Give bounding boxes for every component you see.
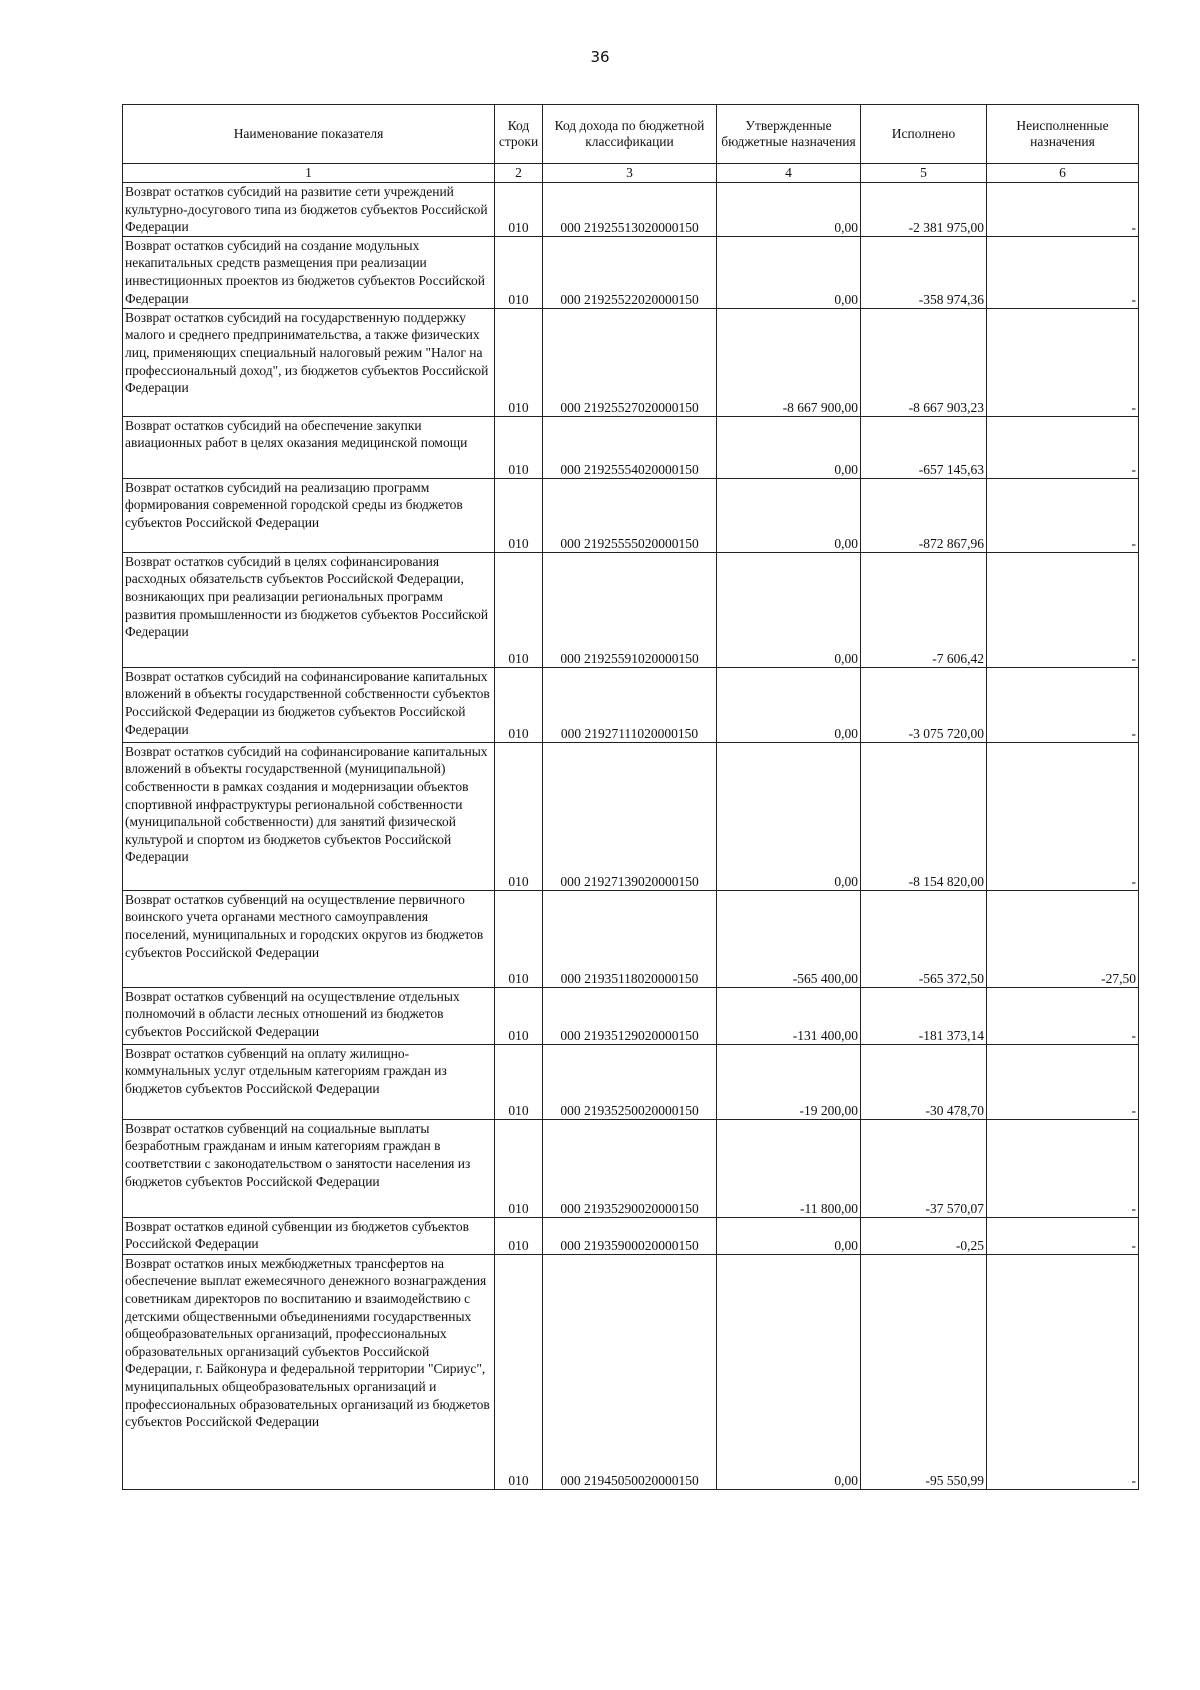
revenue-code: 000 21925555020000150 (543, 478, 717, 552)
indicator-name: Возврат остатков единой субвенции из бюджетов субъектов Российской Федерации (123, 1217, 495, 1254)
revenue-code: 000 21927139020000150 (543, 742, 717, 890)
executed-amount: -8 667 903,23 (861, 308, 987, 416)
approved-amount: 0,00 (717, 1217, 861, 1254)
approved-amount: 0,00 (717, 236, 861, 308)
unexecuted-amount: - (987, 667, 1139, 742)
approved-amount: -8 667 900,00 (717, 308, 861, 416)
column-header-name: Наименование показателя (123, 105, 495, 164)
unexecuted-amount: - (987, 416, 1139, 478)
approved-amount: 0,00 (717, 667, 861, 742)
indicator-name: Возврат остатков субсидий на обеспечение закупки авиационных работ в целях оказания медицинской помощи (123, 416, 495, 478)
revenue-code: 000 21935129020000150 (543, 987, 717, 1044)
indicator-name: Возврат остатков субсидий на софинансирование капитальных вложений в объекты государственной собственности субъектов Российской Федерации из бюджетов субъектов Российской Федерации (123, 667, 495, 742)
revenue-code: 000 21925554020000150 (543, 416, 717, 478)
column-header-executed: Исполнено (861, 105, 987, 164)
line-code: 010 (495, 1217, 543, 1254)
table-row (123, 552, 1139, 667)
revenue-code: 000 21935250020000150 (543, 1044, 717, 1119)
executed-amount: -872 867,96 (861, 478, 987, 552)
column-number: 2 (495, 164, 543, 183)
executed-amount: -7 606,42 (861, 552, 987, 667)
column-number: 5 (861, 164, 987, 183)
unexecuted-amount: - (987, 742, 1139, 890)
executed-amount: -0,25 (861, 1217, 987, 1254)
line-code: 010 (495, 1254, 543, 1489)
column-number: 1 (123, 164, 495, 183)
unexecuted-amount: - (987, 1119, 1139, 1217)
approved-amount: 0,00 (717, 478, 861, 552)
executed-amount: -565 372,50 (861, 890, 987, 987)
column-header-line-code: Код строки (495, 105, 543, 164)
line-code: 010 (495, 236, 543, 308)
indicator-name: Возврат остатков субсидий на создание модульных некапитальных средств размещения при реализации инвестиционных проектов из бюджетов субъектов Российской Федерации (123, 236, 495, 308)
table-row (123, 742, 1139, 890)
unexecuted-amount: - (987, 987, 1139, 1044)
unexecuted-amount: - (987, 1254, 1139, 1489)
approved-amount: 0,00 (717, 416, 861, 478)
unexecuted-amount: - (987, 1044, 1139, 1119)
approved-amount: -19 200,00 (717, 1044, 861, 1119)
indicator-name: Возврат остатков субвенций на осуществление первичного воинского учета органами местного самоуправления поселений, муниципальных и городских округов из бюджетов субъектов Российской Федерации (123, 890, 495, 987)
line-code: 010 (495, 1119, 543, 1217)
indicator-name: Возврат остатков субсидий в целях софинансирования расходных обязательств субъектов Российской Федерации, возникающих при реализации региональных программ развития промышленности из бюджетов субъектов Российской Федерации (123, 552, 495, 667)
indicator-name: Возврат остатков субсидий на государственную поддержку малого и среднего предпринимательства, а также физических лиц, применяющих специальный налоговый режим "Налог на профессиональный доход", из бюджетов субъектов Российской Федерации (123, 308, 495, 416)
table-row (123, 1119, 1139, 1217)
executed-amount: -358 974,36 (861, 236, 987, 308)
line-code: 010 (495, 667, 543, 742)
executed-amount: -8 154 820,00 (861, 742, 987, 890)
line-code: 010 (495, 742, 543, 890)
budget-execution-table (122, 104, 1139, 1490)
column-number-row (123, 164, 1139, 183)
page-number: 36 (590, 48, 610, 66)
table-header-row (123, 105, 1139, 164)
line-code: 010 (495, 552, 543, 667)
column-header-unexecuted: Неисполненные назначения (987, 105, 1139, 164)
table-row (123, 1217, 1139, 1254)
revenue-code: 000 21925527020000150 (543, 308, 717, 416)
approved-amount: -131 400,00 (717, 987, 861, 1044)
approved-amount: -11 800,00 (717, 1119, 861, 1217)
line-code: 010 (495, 1044, 543, 1119)
unexecuted-amount: - (987, 1217, 1139, 1254)
approved-amount: 0,00 (717, 742, 861, 890)
approved-amount: 0,00 (717, 1254, 861, 1489)
unexecuted-amount: - (987, 236, 1139, 308)
revenue-code: 000 21935900020000150 (543, 1217, 717, 1254)
revenue-code: 000 21935118020000150 (543, 890, 717, 987)
revenue-code: 000 21925591020000150 (543, 552, 717, 667)
indicator-name: Возврат остатков субсидий на реализацию программ формирования современной городской среды из бюджетов субъектов Российской Федерации (123, 478, 495, 552)
table-row (123, 308, 1139, 416)
column-header-revenue-code: Код дохода по бюджетной классификации (543, 105, 717, 164)
table-row (123, 890, 1139, 987)
revenue-code: 000 21925522020000150 (543, 236, 717, 308)
revenue-code: 000 21945050020000150 (543, 1254, 717, 1489)
line-code: 010 (495, 308, 543, 416)
table-row (123, 1044, 1139, 1119)
line-code: 010 (495, 416, 543, 478)
unexecuted-amount: - (987, 478, 1139, 552)
table-row (123, 416, 1139, 478)
table-row (123, 1254, 1139, 1489)
indicator-name: Возврат остатков субсидий на софинансирование капитальных вложений в объекты государственной (муниципальной) собственности в рамках создания и модернизации объектов спортивной инфраструктуры региональной собственности (муниципальной собственности) для занятий физической культурой и спортом из бюджетов субъектов Российской Федерации (123, 742, 495, 890)
executed-amount: -181 373,14 (861, 987, 987, 1044)
unexecuted-amount: -27,50 (987, 890, 1139, 987)
column-header-approved: Утвержденные бюджетные назначения (717, 105, 861, 164)
line-code: 010 (495, 987, 543, 1044)
unexecuted-amount: - (987, 552, 1139, 667)
indicator-name: Возврат остатков субсидий на развитие сети учреждений культурно-досугового типа из бюджетов субъектов Российской Федерации (123, 183, 495, 237)
indicator-name: Возврат остатков субвенций на оплату жилищно-коммунальных услуг отдельным категориям граждан из бюджетов субъектов Российской Федерации (123, 1044, 495, 1119)
approved-amount: 0,00 (717, 183, 861, 237)
column-number: 6 (987, 164, 1139, 183)
executed-amount: -30 478,70 (861, 1044, 987, 1119)
line-code: 010 (495, 183, 543, 237)
approved-amount: -565 400,00 (717, 890, 861, 987)
unexecuted-amount: - (987, 308, 1139, 416)
table-row (123, 667, 1139, 742)
table-row (123, 183, 1139, 237)
table-row (123, 987, 1139, 1044)
executed-amount: -37 570,07 (861, 1119, 987, 1217)
revenue-code: 000 21935290020000150 (543, 1119, 717, 1217)
table-row (123, 236, 1139, 308)
table-row (123, 478, 1139, 552)
approved-amount: 0,00 (717, 552, 861, 667)
executed-amount: -95 550,99 (861, 1254, 987, 1489)
line-code: 010 (495, 478, 543, 552)
indicator-name: Возврат остатков субвенций на осуществление отдельных полномочий в области лесных отношений из бюджетов субъектов Российской Федерации (123, 987, 495, 1044)
line-code: 010 (495, 890, 543, 987)
revenue-code: 000 21925513020000150 (543, 183, 717, 237)
revenue-code: 000 21927111020000150 (543, 667, 717, 742)
indicator-name: Возврат остатков иных межбюджетных трансфертов на обеспечение выплат ежемесячного денежного вознаграждения советникам директоров по воспитанию и взаимодействию с детскими общественными объединениями государственных общеобразовательных организаций, профессиональных образовательных организаций субъектов Российской Федерации, г. Байконура и федеральной территории "Сириус", муниципальных общеобразовательных организаций и профессиональных образовательных организаций из бюджетов субъектов Российской Федерации (123, 1254, 495, 1489)
column-number: 4 (717, 164, 861, 183)
unexecuted-amount: - (987, 183, 1139, 237)
executed-amount: -657 145,63 (861, 416, 987, 478)
executed-amount: -3 075 720,00 (861, 667, 987, 742)
indicator-name: Возврат остатков субвенций на социальные выплаты безработным гражданам и иным категориям граждан в соответствии с законодательством о занятости населения из бюджетов субъектов Российской Федерации (123, 1119, 495, 1217)
executed-amount: -2 381 975,00 (861, 183, 987, 237)
column-number: 3 (543, 164, 717, 183)
